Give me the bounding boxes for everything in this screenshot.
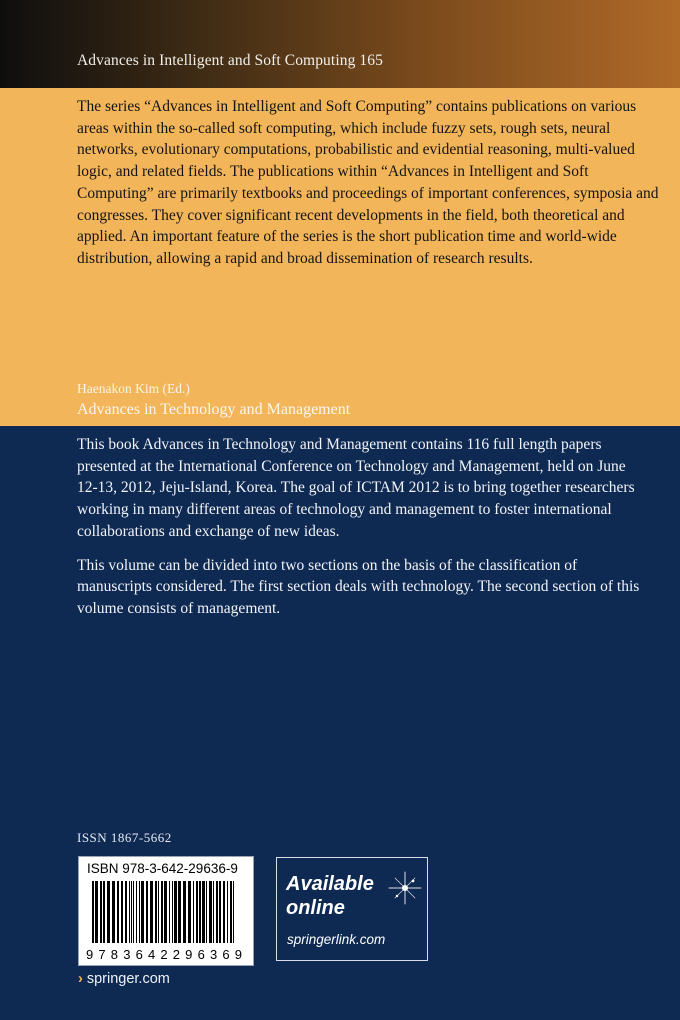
barcode-bar bbox=[227, 881, 228, 943]
barcode-bar bbox=[193, 881, 194, 943]
book-description-paragraph-2: This volume can be divided into two sections on the basis of the classification of manuscripts considered. The first section deals with technology. The second section of this volume consists of management. bbox=[77, 556, 640, 617]
sparkle-icon bbox=[387, 868, 423, 908]
available-online-title: Available online bbox=[286, 873, 374, 919]
barcode-bar bbox=[216, 881, 218, 943]
barcode-bar bbox=[125, 881, 127, 943]
barcode-bar bbox=[136, 881, 137, 943]
barcode-bar bbox=[174, 881, 177, 943]
barcode-bar bbox=[188, 881, 191, 943]
barcode-bar bbox=[155, 881, 157, 943]
barcode-bar bbox=[95, 881, 98, 943]
book-description-paragraph-1: This book Advances in Technology and Management contains 116 full length papers presented at the International Conference on Technology and Management, held on June 12-13, 2012, Jeju-Island, Korea. The goal of ICTAM 2012 is to bring together researchers working in many different areas of technology and management to foster international collaborations and exchange of new ideas. bbox=[77, 436, 635, 540]
barcode-bar bbox=[103, 881, 105, 943]
barcode-bar bbox=[133, 881, 134, 943]
top-gradient-band bbox=[0, 0, 680, 88]
barcode-bar bbox=[209, 881, 212, 943]
isbn-label: ISBN 978-3-642-29636-9 bbox=[87, 861, 238, 876]
springerlink-url: springerlink.com bbox=[287, 932, 386, 947]
barcode-digits: 9783642296369 bbox=[86, 947, 242, 962]
springer-website-text: springer.com bbox=[86, 971, 170, 987]
book-description bbox=[77, 434, 647, 632]
barcode-bar bbox=[129, 881, 130, 943]
book-title: Advances in Technology and Management bbox=[77, 401, 351, 418]
barcode-bar bbox=[172, 881, 173, 943]
barcode-bar bbox=[213, 881, 214, 943]
barcode-bar bbox=[199, 881, 201, 943]
barcode-bar bbox=[150, 881, 153, 943]
barcode-bar bbox=[233, 881, 234, 943]
barcode-bar bbox=[146, 881, 148, 943]
barcode-bar bbox=[158, 881, 159, 943]
isbn-barcode bbox=[78, 856, 254, 966]
barcode-bar bbox=[100, 881, 102, 943]
barcode-bar bbox=[206, 881, 207, 943]
barcode-bar bbox=[92, 881, 94, 943]
barcode-bar bbox=[202, 881, 205, 943]
book-editor: Haenakon Kim (Ed.) bbox=[77, 381, 190, 396]
barcode-bar bbox=[219, 881, 221, 943]
barcode-bar bbox=[131, 881, 132, 943]
barcode-bar bbox=[121, 881, 123, 943]
barcode-bar bbox=[178, 881, 181, 943]
barcode-bar bbox=[223, 881, 225, 943]
barcode-bar bbox=[196, 881, 198, 943]
available-online-badge[interactable] bbox=[276, 857, 428, 961]
issn-label: ISSN 1867-5662 bbox=[77, 830, 172, 845]
springer-website-link[interactable] bbox=[78, 971, 170, 987]
chevron-right-icon: › bbox=[78, 971, 83, 987]
barcode-bar bbox=[183, 881, 186, 943]
barcode-bar bbox=[107, 881, 110, 943]
barcode-bar bbox=[139, 881, 140, 943]
series-title: Advances in Intelligent and Soft Computing 165 bbox=[77, 52, 383, 69]
barcode-bar bbox=[112, 881, 115, 943]
barcode-bar bbox=[164, 881, 167, 943]
barcode-bar bbox=[117, 881, 119, 943]
barcode-bar bbox=[161, 881, 163, 943]
barcode-bar bbox=[141, 881, 144, 943]
barcode-bar bbox=[169, 881, 170, 943]
series-description: The series “Advances in Intelligent and Soft Computing” contains publications on various areas within the so-called soft computing, which include fuzzy sets, rough sets, neural networks, evolutionary computations, probabilistic and evidential reasoning, multi-valued logic, and related fields. The publications within “Advances in Intelligent and Soft Computing” are primarily textbooks and proceedings of important conferences, symposia and congresses. They cover significant recent developments in the field, both theoretical and applied. An important feature of the series is the short publication time and world-wide distribution, allowing a rapid and broad dissemination of research results. bbox=[77, 98, 659, 267]
barcode-graphic bbox=[86, 881, 246, 963]
barcode-bar bbox=[230, 881, 232, 943]
